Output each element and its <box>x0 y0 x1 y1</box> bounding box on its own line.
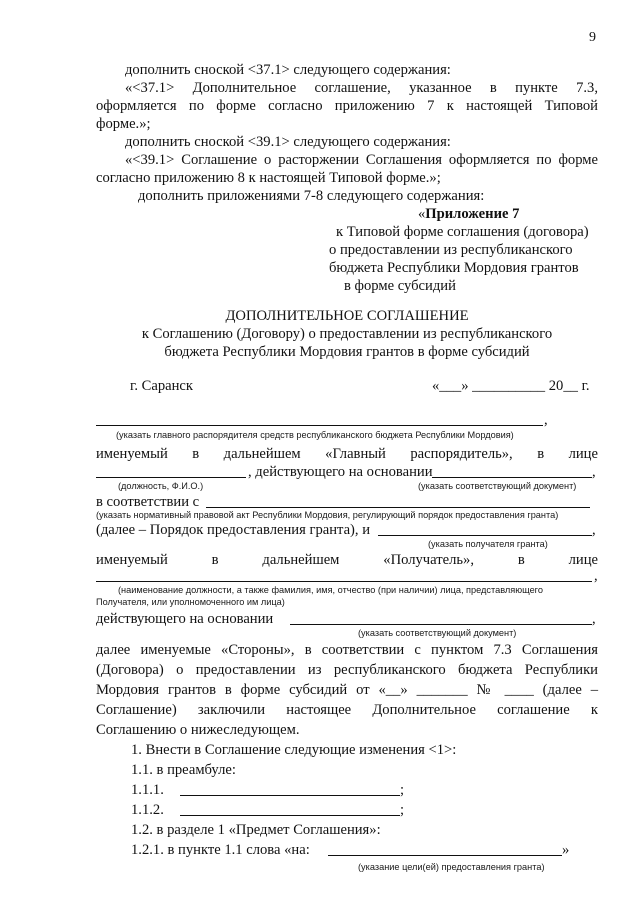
acting-basis-hint: (указать соответствующий документ) <box>358 628 517 638</box>
intro-line-3: оформляется по форме согласно приложению 7 к настоящей Типовой <box>96 98 598 114</box>
item-1-2: 1.2. в разделе 1 «Предмет Соглашения»: <box>131 822 381 838</box>
official-hint: (должность, Ф.И.О.) <box>118 481 204 491</box>
word: распорядитель», <box>410 446 513 462</box>
basis-doc-hint: (указать соответствующий документ) <box>418 481 577 491</box>
recipient-row <box>96 552 598 569</box>
word: лице <box>568 552 598 568</box>
item-1-1-2-end: ; <box>400 802 405 818</box>
page-number: 9 <box>589 30 596 45</box>
parties-paragraph-3: Мордовия грантов в форме субсидий от «__» _______ № ____ (далее – <box>96 682 598 698</box>
intro-line-2: «<37.1> Дополнительное соглашение, указанное в пункте 7.3, <box>125 80 598 96</box>
item-1-1-2-field-line <box>180 815 400 816</box>
grantor-row <box>96 446 598 463</box>
item-1-1: 1.1. в преамбуле: <box>131 762 236 778</box>
grant-procedure-line: (далее – Порядок предоставления гранта), и <box>96 522 371 538</box>
representative-hint-2: Получателя, или уполномоченного им лица) <box>96 597 285 607</box>
row7-comma: , <box>594 568 598 584</box>
recipient-field-line <box>378 535 592 536</box>
item-1-1-1: 1.1.1. <box>131 782 164 798</box>
basis-doc-field-line <box>432 477 592 478</box>
appendix-line-4: в форме субсидий <box>344 278 456 294</box>
representative-hint-1: (наименование должности, а также фамилия, имя, отчество (при наличии) лица, представляющего <box>118 585 543 595</box>
word: в <box>192 446 200 462</box>
parties-paragraph-1: далее именуемые «Стороны», в соответствии с пунктом 7.3 Соглашения <box>96 642 598 658</box>
grantor-field-line <box>96 425 543 426</box>
word: «Получатель», <box>383 552 474 568</box>
official-field-line <box>96 477 246 478</box>
acting-on-basis: , действующего на основании <box>248 464 433 480</box>
legal-act-hint: (указать нормативный правовой акт Республики Мордовия, регулирующий порядок предоставления гранта) <box>96 510 559 520</box>
item-1-1-2: 1.1.2. <box>131 802 164 818</box>
representative-field-line <box>96 581 592 582</box>
appendix-title: «Приложение 7 <box>418 206 520 222</box>
item-1-2-1-field-line <box>328 855 562 856</box>
word: «Главный <box>325 446 386 462</box>
document-subtitle-1: к Соглашению (Договору) о предоставлении из республиканского <box>141 326 553 342</box>
parties-paragraph-2: (Договора) о предоставлении из республиканского бюджета Республики <box>96 662 598 678</box>
intro-line-5: дополнить сноской <39.1> следующего содержания: <box>125 134 451 150</box>
word: дальнейшем <box>262 552 340 568</box>
word: в <box>211 552 219 568</box>
word: лице <box>568 446 598 462</box>
acting-basis-field-line <box>290 624 592 625</box>
document-title: ДОПОЛНИТЕЛЬНОЕ СОГЛАШЕНИЕ <box>225 308 469 324</box>
item-1-2-1-end: » <box>562 842 570 858</box>
word: именуемый <box>96 446 168 462</box>
item-1: 1. Внести в Соглашение следующие изменения <1>: <box>131 742 457 758</box>
document-subtitle-2: бюджета Республики Мордовия грантов в форме субсидий <box>164 344 530 360</box>
appendix-line-1: к Типовой форме соглашения (договора) <box>336 224 589 240</box>
grantor-comma: , <box>544 412 548 428</box>
recipient-hint: (указать получателя гранта) <box>428 539 548 549</box>
word: в <box>537 446 545 462</box>
parties-paragraph-4: Соглашение) заключили настоящее Дополнительное соглашение к <box>96 702 598 718</box>
appendix-line-3: бюджета Республики Мордовия грантов <box>329 260 579 276</box>
in-accordance-with: в соответствии с <box>96 494 200 510</box>
row5-comma: , <box>592 522 596 538</box>
item-1-1-1-field-line <box>180 795 400 796</box>
item-1-1-1-end: ; <box>400 782 405 798</box>
appendix-line-2: о предоставлении из республиканского <box>329 242 573 258</box>
parties-paragraph-5: Соглашению о нижеследующем. <box>96 722 300 738</box>
row3-comma: , <box>592 464 596 480</box>
intro-line-7: согласно приложению 8 к настоящей Типовой форме.»; <box>96 170 441 186</box>
word: в <box>517 552 525 568</box>
item-1-2-1: 1.2.1. в пункте 1.1 слова «на: <box>131 842 310 858</box>
legal-act-field-line <box>206 507 590 508</box>
place-date: «___» __________ 20__ г. <box>432 378 590 394</box>
place-city: г. Саранск <box>130 378 193 394</box>
grantor-hint: (указать главного распорядителя средств республиканского бюджета Республики Мордовия) <box>116 430 514 440</box>
intro-line-1: дополнить сноской <37.1> следующего содержания: <box>125 62 451 78</box>
intro-line-8: дополнить приложениями 7-8 следующего содержания: <box>138 188 485 204</box>
grant-purpose-hint: (указание цели(ей) предоставления гранта) <box>358 862 545 872</box>
acting-basis-line: действующего на основании <box>96 611 274 627</box>
row8-comma: , <box>592 611 596 627</box>
word: именуемый <box>96 552 168 568</box>
intro-line-6: «<39.1> Соглашение о расторжении Соглашения оформляется по форме <box>125 152 598 168</box>
intro-line-4: форме.»; <box>96 116 151 132</box>
word: дальнейшем <box>223 446 301 462</box>
